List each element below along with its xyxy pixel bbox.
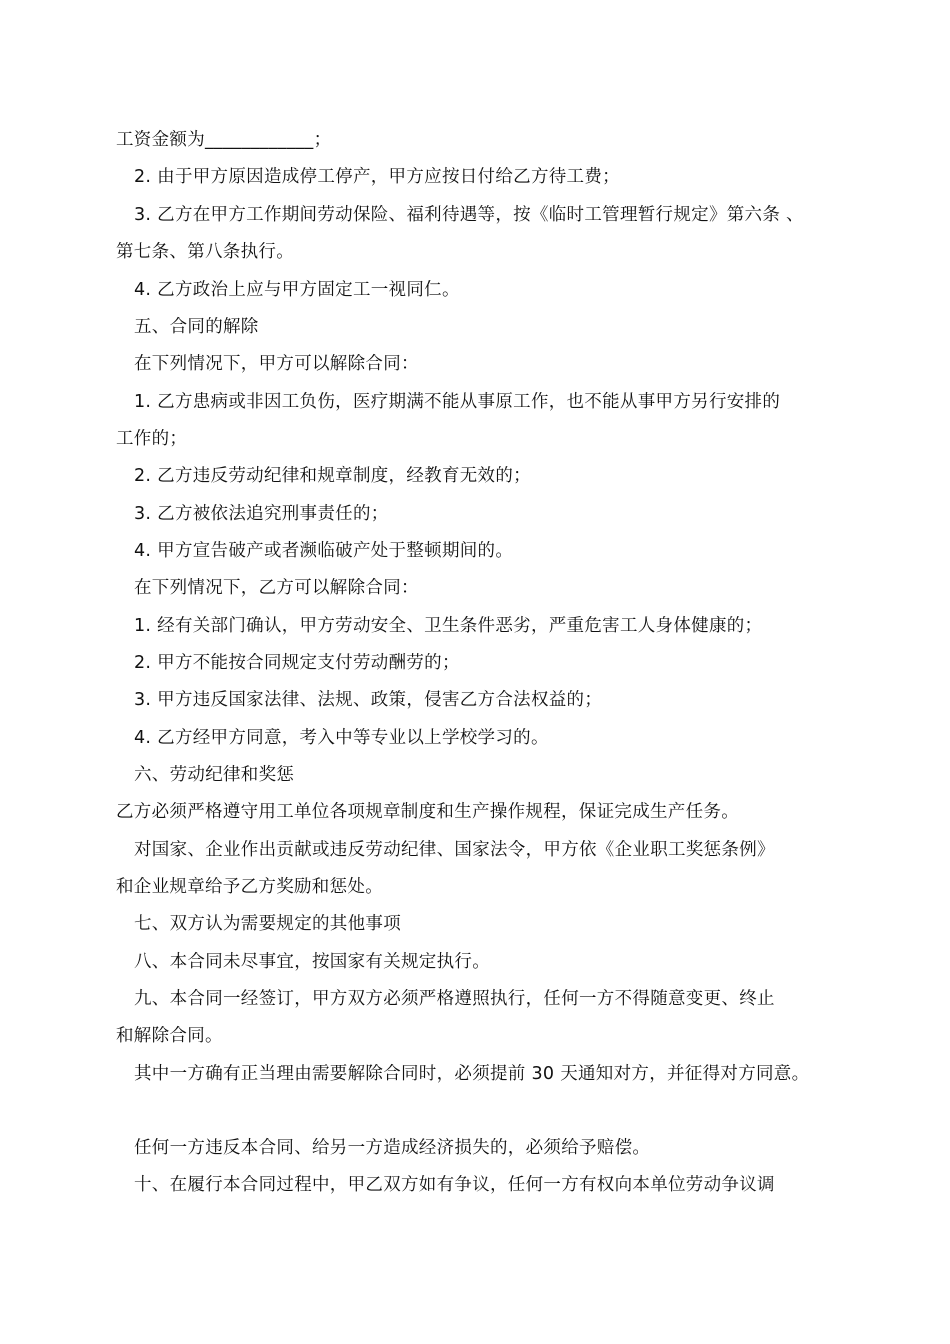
section-7-heading: 七、双方认为需要规定的其他事项 xyxy=(134,914,401,934)
party-b-termination-2: 2. 甲方不能按合同规定支付劳动酬劳的； xyxy=(134,653,460,673)
section-10-heading: 十、在履行本合同过程中，甲乙双方如有争议，任何一方有权向本单位劳动争议调 xyxy=(134,1175,775,1195)
section-5-heading: 五、合同的解除 xyxy=(134,317,259,337)
discipline-paragraph: 乙方必须严格遵守用工单位各项规章制度和生产操作规程，保证完成生产任务。 xyxy=(116,802,739,822)
section-8-heading: 八、本合同未尽事宜，按国家有关规定执行。 xyxy=(134,952,490,972)
clause-4-2: 2. 由于甲方原因造成停工停产，甲方应按日付给乙方待工费； xyxy=(134,167,620,187)
clause-4-4: 4. 乙方政治上应与甲方固定工一视同仁。 xyxy=(134,280,460,300)
party-a-termination-2: 2. 乙方违反劳动纪律和规章制度，经教育无效的； xyxy=(134,466,531,486)
section-9-heading: 九、本合同一经签订，甲方双方必须严格遵照执行，任何一方不得随意变更、终止 xyxy=(134,989,775,1009)
compensation-paragraph: 任何一方违反本合同、给另一方造成经济损失的，必须给予赔偿。 xyxy=(134,1138,651,1158)
section-9-continued: 和解除合同。 xyxy=(116,1026,223,1046)
party-b-termination-4: 4. 乙方经甲方同意，考入中等专业以上学校学习的。 xyxy=(134,728,549,748)
party-a-termination-4: 4. 甲方宣告破产或者濒临破产处于整顿期间的。 xyxy=(134,541,514,561)
party-b-termination-3: 3. 甲方违反国家法律、法规、政策，侵害乙方合法权益的； xyxy=(134,690,603,710)
party-a-termination-1-continued: 工作的； xyxy=(116,429,188,449)
party-b-termination-intro: 在下列情况下，乙方可以解除合同： xyxy=(134,578,419,598)
clause-4-3: 3. 乙方在甲方工作期间劳动保险、福利待遇等，按《临时工管理暂行规定》第六条 、 xyxy=(134,205,804,225)
party-a-termination-1: 1. 乙方患病或非因工负伤，医疗期满不能从事原工作，也不能从事甲方另行安排的 xyxy=(134,392,781,412)
party-a-termination-intro: 在下列情况下，甲方可以解除合同： xyxy=(134,354,419,374)
party-a-termination-3: 3. 乙方被依法追究刑事责任的； xyxy=(134,504,389,524)
termination-notice-paragraph: 其中一方确有正当理由需要解除合同时，必须提前 30 天通知对方，并征得对方同意。 xyxy=(134,1064,810,1084)
rewards-paragraph: 对国家、企业作出贡献或违反劳动纪律、国家法令，甲方依《企业职工奖惩条例》 xyxy=(134,840,775,860)
section-6-heading: 六、劳动纪律和奖惩 xyxy=(134,765,295,785)
party-b-termination-1: 1. 经有关部门确认，甲方劳动安全、卫生条件恶劣，严重危害工人身体健康的； xyxy=(134,616,763,636)
rewards-paragraph-continued: 和企业规章给予乙方奖励和惩处。 xyxy=(116,877,383,897)
clause-4-3-continued: 第七条、第八条执行。 xyxy=(116,242,294,262)
salary-amount-line: 工资金额为____________； xyxy=(116,130,332,150)
